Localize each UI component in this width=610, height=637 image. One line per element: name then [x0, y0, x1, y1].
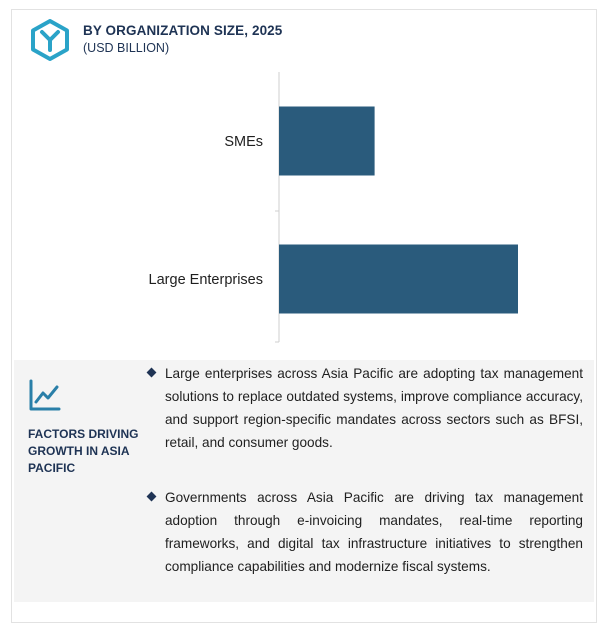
trend-chart-icon — [28, 378, 62, 412]
chart-subtitle: (USD BILLION) — [83, 41, 170, 55]
bullet-diamond-icon — [147, 492, 157, 502]
factor-text-1: Large enterprises across Asia Pacific are adopting tax management solutions to replace outdated systems, improve compliance accuracy, and support region-specific mandates across sectors such as BFSI, retail, and consumer goods. — [165, 366, 583, 450]
category-label: SMEs — [224, 134, 263, 150]
bar-smes — [279, 107, 375, 176]
bullet-diamond-icon — [147, 368, 157, 378]
chart-title: BY ORGANIZATION SIZE, 2025 — [83, 23, 283, 38]
bar-large-enterprises — [279, 245, 518, 314]
factors-heading: FACTORS DRIVING GROWTH IN ASIA PACIFIC — [28, 427, 139, 475]
factor-bullet-1 — [148, 362, 583, 454]
factor-text-2: Governments across Asia Pacific are driving tax management adoption through e-invoicing mandates, real-time reporting frameworks, and digital tax infrastructure initiatives to strengthen compliance capabilities and modernize fiscal systems. — [165, 490, 583, 574]
factor-bullet-2 — [148, 486, 583, 578]
category-label: Large Enterprises — [148, 272, 263, 288]
